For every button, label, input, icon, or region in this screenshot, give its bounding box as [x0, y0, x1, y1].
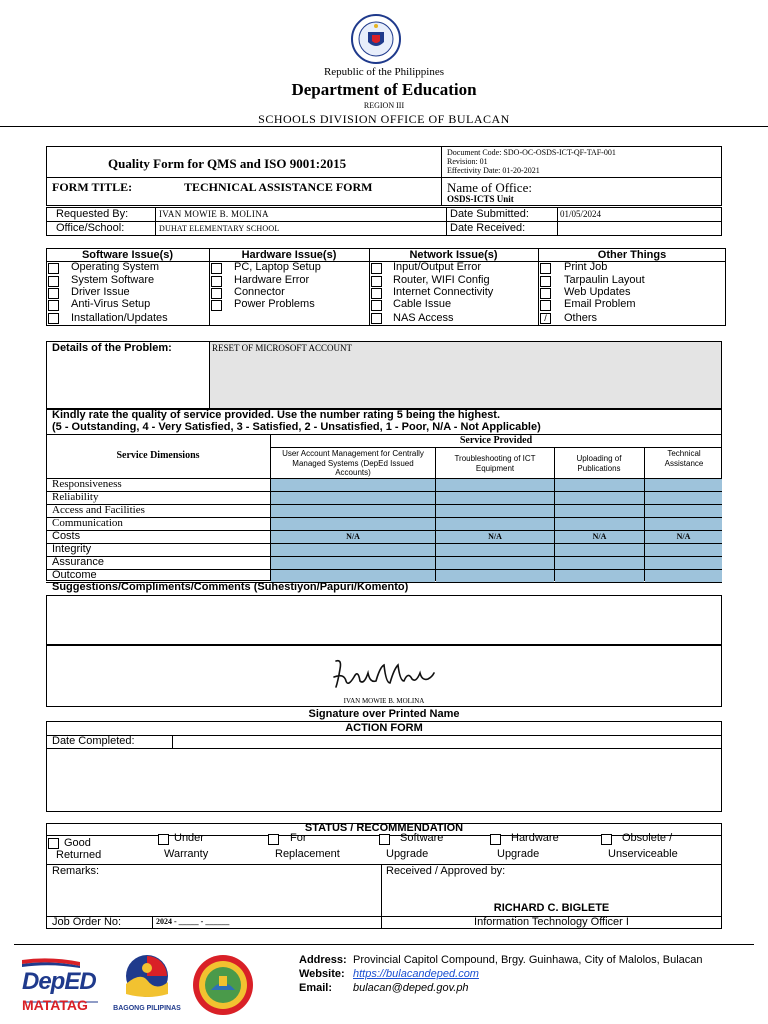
printed-name: IVAN MOWIE B. MOLINA	[343, 697, 425, 705]
rating-cell[interactable]	[645, 557, 722, 569]
rating-cell[interactable]	[271, 492, 435, 504]
rating-cell[interactable]	[436, 570, 554, 582]
option-power-problems: Power Problems	[234, 298, 315, 310]
date-submitted-value[interactable]: 01/05/2024	[560, 209, 602, 219]
office-name-value: OSDS-ICTS Unit	[447, 194, 514, 204]
problem-divider	[209, 341, 210, 409]
status-software-line1: Software	[400, 832, 444, 844]
rating-scale: (5 - Outstanding, 4 - Very Satisfied, 3 - Satisfied, 2 - Unsatisfied, 1 - Poor, N/A - Not Applicable)	[52, 421, 541, 433]
meta-divider	[441, 146, 442, 206]
option-system-software: System Software	[71, 274, 155, 286]
rating-cell[interactable]	[645, 505, 722, 517]
requested-by-value[interactable]: IVAN MOWIE B. MOLINA	[159, 209, 269, 219]
rating-cell[interactable]	[555, 557, 644, 569]
status-title: STATUS / RECOMMENDATION	[304, 822, 464, 834]
checkbox-connector[interactable]	[211, 288, 222, 299]
dimension-integrity: Integrity	[52, 543, 92, 555]
checkbox-installation-updates[interactable]	[48, 313, 59, 324]
option-print-job: Print Job	[564, 261, 608, 273]
request-col-2	[446, 207, 447, 236]
date-completed-label: Date Completed:	[52, 735, 135, 747]
option-internet-connectivity: Internet Connectivity	[393, 286, 494, 298]
problem-label: Details of the Problem:	[52, 342, 172, 354]
rating-cell[interactable]	[645, 570, 722, 582]
checkbox-system-software[interactable]	[48, 276, 59, 287]
job-order-value[interactable]: 2024 - _____ - ______	[156, 917, 230, 926]
option-tarpaulin-layout: Tarpaulin Layout	[564, 274, 645, 286]
checkbox-web-updates[interactable]	[540, 288, 551, 299]
date-submitted-label: Date Submitted:	[450, 208, 529, 220]
dimension-communication: Communication	[52, 517, 123, 529]
remarks-area[interactable]	[47, 878, 380, 916]
column-user-account: User Account Management for Centrally Managed Systems (DepEd Issued Accounts)	[282, 449, 424, 477]
option-hardware-error: Hardware Error	[234, 274, 310, 286]
bagong-pilipinas-text: BAGONG PILIPINAS	[113, 1005, 181, 1012]
status-software-line2: Upgrade	[386, 848, 429, 860]
checkbox-pc-laptop-setup[interactable]	[211, 263, 222, 274]
checkbox-driver-issue[interactable]	[48, 288, 59, 299]
option-connector: Connector	[234, 286, 285, 298]
status-replacement-line1: For	[290, 832, 307, 844]
status-good-line2: Returned	[56, 849, 102, 861]
deped-seal	[351, 14, 401, 64]
option-installation-updates: Installation/Updates	[71, 312, 168, 324]
rating-cell[interactable]	[555, 492, 644, 504]
checkbox-operating-system[interactable]	[48, 263, 59, 274]
status-options-rule	[46, 864, 722, 865]
option-driver-issue: Driver Issue	[71, 286, 130, 298]
remarks-label: Remarks:	[52, 865, 100, 877]
rating-cell[interactable]	[555, 531, 644, 543]
status-hardware-line2: Upgrade	[497, 848, 540, 860]
rating-cell[interactable]	[436, 518, 554, 530]
rating-cell[interactable]	[555, 479, 644, 491]
checkbox-software-upgrade[interactable]	[379, 834, 390, 845]
date-completed-value[interactable]	[173, 736, 721, 748]
checkbox-nas-access[interactable]	[371, 313, 382, 324]
signature-caption: Signature over Printed Name	[308, 708, 460, 720]
status-replacement-line2: Replacement	[275, 848, 340, 860]
option-operating-system: Operating System	[71, 261, 160, 273]
checkbox-router-wifi[interactable]	[371, 276, 382, 287]
rating-cell[interactable]	[271, 505, 435, 517]
rating-cell[interactable]	[645, 479, 722, 491]
rating-cell[interactable]	[436, 544, 554, 556]
others-check-mark: /	[544, 313, 547, 323]
effectivity-date: Effectivity Date: 01-20-2021	[447, 166, 540, 175]
rating-cell[interactable]	[271, 544, 435, 556]
problem-value: RESET OF MICROSOFT ACCOUNT	[212, 343, 352, 353]
rating-cell[interactable]	[436, 479, 554, 491]
rating-cell[interactable]	[436, 531, 554, 543]
form-title: TECHNICAL ASSISTANCE FORM	[184, 180, 373, 194]
matatag-wordmark: MATATAG	[22, 997, 88, 1013]
request-col-1	[155, 207, 156, 236]
dimension-outcome: Outcome	[52, 569, 97, 581]
rating-cell[interactable]	[645, 544, 722, 556]
checkbox-email-problem[interactable]	[540, 300, 551, 311]
address-value: Provincial Capitol Compound, Brgy. Guinhawa, City of Malolos, Bulacan	[353, 954, 703, 966]
issues-header-other: Other Things	[597, 249, 667, 261]
checkbox-power-problems[interactable]	[211, 300, 222, 311]
option-others: Others	[564, 312, 598, 324]
office-name-label: Name of Office:	[447, 180, 532, 195]
rating-table-top	[46, 434, 722, 435]
service-provided-rule	[270, 447, 722, 448]
deped-wordmark: DepED	[22, 968, 96, 995]
office-school-value[interactable]: DUHAT ELEMENTARY SCHOOL	[159, 224, 280, 233]
status-hardware-line1: Hardware	[511, 832, 559, 844]
requested-by-label: Requested By:	[56, 208, 129, 220]
date-received-value[interactable]	[558, 222, 721, 235]
rating-cell[interactable]	[271, 557, 435, 569]
status-good-line1: Good	[64, 837, 91, 849]
dimension-responsiveness: Responsiveness	[52, 478, 122, 490]
action-details-area[interactable]	[47, 749, 721, 811]
checkbox-print-job[interactable]	[540, 263, 551, 274]
option-nas-access: NAS Access	[393, 312, 454, 324]
sdo-bulacan-seal	[192, 954, 254, 1016]
rating-cell[interactable]	[555, 570, 644, 582]
department-name: Department of Education	[291, 80, 477, 99]
email-value[interactable]: bulacan@deped.gov.ph	[353, 982, 469, 994]
approver-name: RICHARD C. BIGLETE	[493, 902, 610, 914]
rating-cell[interactable]	[645, 492, 722, 504]
checkbox-for-replacement[interactable]	[268, 834, 279, 845]
office-school-label: Office/School:	[56, 222, 125, 234]
option-antivirus-setup: Anti-Virus Setup	[71, 298, 151, 310]
bagong-pilipinas-logo	[110, 954, 184, 1016]
rating-cell[interactable]	[436, 505, 554, 517]
option-input-output-error: Input/Output Error	[393, 261, 482, 273]
issues-header-hardware: Hardware Issue(s)	[241, 249, 337, 261]
rating-cell[interactable]	[271, 518, 435, 530]
revision: Revision: 01	[447, 157, 488, 166]
division-title: SCHOOLS DIVISION OFFICE OF BULACAN	[258, 112, 510, 126]
checkbox-obsolete[interactable]	[601, 834, 612, 845]
checkbox-input-output-error[interactable]	[371, 263, 382, 274]
dimension-reliability: Reliability	[52, 491, 99, 503]
checkbox-internet-connectivity[interactable]	[371, 288, 382, 299]
address-label: Address:	[299, 954, 347, 966]
checkbox-tarpaulin-layout[interactable]	[540, 276, 551, 287]
status-obsolete-line1: Obsolete /	[622, 832, 673, 844]
column-technical-assistance: Technical Assistance	[664, 449, 704, 468]
status-warranty-line1: Under	[174, 832, 204, 844]
action-form-title: ACTION FORM	[345, 722, 423, 734]
issues-header-network: Network Issue(s)	[409, 249, 498, 261]
suggestions-box[interactable]	[46, 595, 722, 645]
option-router-wifi: Router, WIFI Config	[393, 274, 490, 286]
service-dimensions-header: Service Dimensions	[116, 450, 200, 461]
email-label: Email:	[299, 982, 333, 994]
checkbox-others[interactable]	[540, 313, 551, 324]
rating-cell[interactable]	[271, 479, 435, 491]
option-pc-laptop-setup: PC, Laptop Setup	[234, 261, 321, 273]
rating-value: N/A	[488, 532, 502, 541]
job-order-label: Job Order No:	[52, 916, 122, 928]
rating-cell[interactable]	[271, 531, 435, 543]
header-rule	[0, 126, 768, 127]
dimension-access-and-facilities: Access and Facilities	[52, 504, 145, 516]
job-order-divider	[152, 916, 153, 929]
quality-title: Quality Form for QMS and ISO 9001:2015	[108, 156, 347, 171]
rating-cell[interactable]	[645, 518, 722, 530]
footer-rule	[14, 944, 754, 945]
rating-cell[interactable]	[555, 518, 644, 530]
option-cable-issue: Cable Issue	[393, 298, 452, 310]
document-code: Document Code: SDO-OC-OSDS-ICT-QF-TAF-001	[447, 148, 616, 157]
checkbox-antivirus-setup[interactable]	[48, 300, 59, 311]
rating-cell[interactable]	[555, 544, 644, 556]
rating-cell[interactable]	[645, 531, 722, 543]
checkbox-cable-issue[interactable]	[371, 300, 382, 311]
service-provided-label: Service Provided	[459, 435, 533, 446]
checkbox-hardware-upgrade[interactable]	[490, 834, 501, 845]
rating-value: N/A	[592, 532, 607, 541]
date-received-label: Date Received:	[450, 222, 526, 234]
status-warranty-line2: Warranty	[164, 848, 209, 860]
republic-label: Republic of the Philippines	[323, 66, 445, 78]
option-web-updates: Web Updates	[564, 286, 631, 298]
status-obsolete-line2: Unserviceable	[608, 848, 678, 860]
checkbox-under-warranty[interactable]	[158, 834, 169, 845]
column-troubleshooting: Troubleshooting of ICT Equipment	[454, 454, 536, 473]
rating-cell[interactable]	[436, 557, 554, 569]
approver-title: Information Technology Officer I	[474, 916, 629, 928]
issues-header-software: Software Issue(s)	[81, 249, 174, 261]
column-uploading: Uploading of Publications	[576, 454, 622, 473]
rating-value: N/A	[346, 532, 360, 541]
rating-instruction: Kindly rate the quality of service provided. Use the number rating 5 being the highest.	[52, 409, 501, 421]
dimension-costs: Costs	[52, 530, 81, 542]
form-title-label: FORM TITLE:	[52, 180, 133, 194]
rating-cell[interactable]	[436, 492, 554, 504]
rating-value: N/A	[676, 532, 691, 541]
deped-matatag-logo	[20, 954, 102, 1016]
option-email-problem: Email Problem	[564, 298, 636, 310]
website-link[interactable]: https://bulacandeped.com	[353, 968, 479, 980]
region-label: REGION III	[363, 101, 405, 110]
rating-cell[interactable]	[555, 505, 644, 517]
received-approved-label: Received / Approved by:	[386, 865, 506, 877]
department-title	[284, 80, 484, 99]
checkbox-good-returned[interactable]	[48, 838, 59, 849]
signature-image	[328, 655, 438, 691]
suggestions-label: Suggestions/Compliments/Comments (Suhestiyon/Papuri/Komento)	[52, 581, 409, 593]
dimension-assurance: Assurance	[52, 556, 104, 568]
website-label: Website:	[299, 968, 345, 980]
meta-row-divider	[46, 177, 722, 178]
form-meta-box	[46, 146, 722, 206]
checkbox-hardware-error[interactable]	[211, 276, 222, 287]
